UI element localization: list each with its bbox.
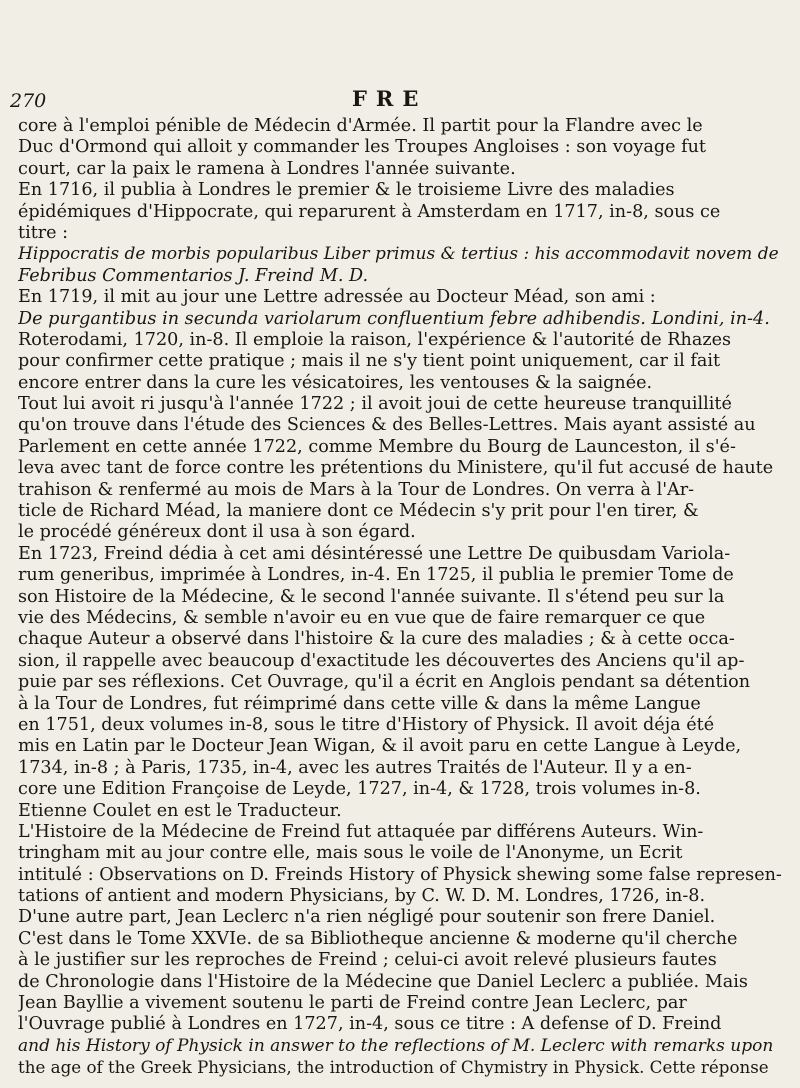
body-text [18,116,782,1079]
text-line: vie des Médecins, & semble n'avoir eu en vue que de faire remarquer ce que [18,607,706,628]
text-line: En 1716, il publia à Londres le premier & le troisieme Livre des maladies [18,180,675,201]
text-line: L'Histoire de la Médecine de Freind fut attaquée par différens Auteurs. Win- [18,821,704,842]
text-line: Duc d'Ormond qui alloit y commander les Troupes Angloises : son voyage fut [18,137,706,158]
text-line: rum generibus, imprimée à Londres, in-4. En 1725, il publia le premier Tome de [18,565,734,586]
text-line: ticle de Richard Méad, la maniere dont ce Médecin s'y prit pour l'en tirer, & [18,501,699,522]
text-line: C'est dans le Tome XXVIe. de sa Bibliotheque ancienne & moderne qu'il cherche [18,928,738,949]
text-line: intitulé : Observations on D. Freinds History of Physick shewing some false represen- [18,864,782,885]
text-line: Tout lui avoit ri jusqu'à l'année 1722 ; il avoit joui de cette heureuse tranquillité [18,394,732,415]
text-line: pour confirmer cette pratique ; mais il ne s'y tient point uniquement, car il fait [18,351,721,372]
text-line: qu'on trouve dans l'étude des Sciences & des Belles-Lettres. Mais ayant assisté au [18,415,756,436]
text-line: Etienne Coulet en est le Traducteur. [18,800,342,821]
text-line: tations of antient and modern Physicians, by C. W. D. M. Londres, 1726, in-8. [18,886,706,907]
text-line: De purgantibus in secunda variolarum confluentium febre adhibendis. Londini, in-4. [18,308,770,329]
text-line: mis en Latin par le Docteur Jean Wigan, & il avoit paru en cette Langue à Leyde, [18,736,742,757]
page-header [0,82,800,112]
text-line: chaque Auteur a observé dans l'histoire & la cure des maladies ; & à cette occa- [18,629,735,650]
text-line: épidémiques d'Hippocrate, qui reparurent à Amsterdam en 1717, in-8, sous ce [18,201,721,222]
text-line: En 1719, il mit au jour une Lettre adressée au Docteur Méad, son ami : [18,287,656,308]
text-line: titre : [18,222,69,243]
page-number: 270 [10,90,47,112]
text-line: sion, il rappelle avec beaucoup d'exactitude les découvertes des Anciens qu'il ap- [18,650,745,671]
text-line: En 1723, Freind dédia à cet ami désintéressé une Lettre De quibusdam Variola- [18,543,731,564]
text-line: l'Ouvrage publié à Londres en 1727, in-4, sous ce titre : A defense of D. Freind [18,1014,722,1035]
text-line: the age of the Greek Physicians, the introduction of Chymistry in Physick. Cette réponse [18,1057,769,1078]
text-line: tringham mit au jour contre elle, mais sous le voile de l'Anonyme, un Ecrit [18,843,683,864]
text-line: en 1751, deux volumes in-8, sous le titre d'History of Physick. Il avoit déja été [18,714,715,735]
text-line: son Histoire de la Médecine, & le second l'année suivante. Il s'étend peu sur la [18,586,725,607]
text-line: court, car la paix le ramena à Londres l'année suivante. [18,158,516,179]
text-line: Hippocratis de morbis popularibus Liber primus & tertius : his accommodavit novem de [18,244,779,265]
text-line: Febribus Commentarios J. Freind M. D. [18,265,369,286]
text-line: encore entrer dans la cure les vésicatoires, les ventouses & la saignée. [18,372,653,393]
text-line: core une Edition Françoise de Leyde, 1727, in-4, & 1728, trois volumes in-8. [18,779,701,800]
running-head: FRE [352,86,428,111]
text-line: Roterodami, 1720, in-8. Il emploie la raison, l'expérience & l'autorité de Rhazes [18,329,732,350]
text-line: trahison & renfermé au mois de Mars à la Tour de Londres. On verra à l'Ar- [18,479,695,500]
text-line: puie par ses réflexions. Cet Ouvrage, qu'il a écrit en Anglois pendant sa détention [18,672,751,693]
text-line: D'une autre part, Jean Leclerc n'a rien négligé pour soutenir son frere Daniel. [18,907,716,928]
text-line: le procédé généreux dont il usa à son égard. [18,522,416,543]
text-line: à le justifier sur les reproches de Freind ; celui-ci avoit relevé plusieurs fautes [18,950,717,971]
text-line: Jean Bayllie a vivement soutenu le parti de Freind contre Jean Leclerc, par [18,993,687,1014]
text-line: à la Tour de Londres, fut réimprimé dans cette ville & dans la même Langue [18,693,701,714]
text-line: and his History of Physick in answer to the reflections of M. Leclerc with remarks upon [18,1035,774,1056]
text-line: de Chronologie dans l'Histoire de la Médecine que Daniel Leclerc a publiée. Mais [18,971,748,992]
text-line: 1734, in-8 ; à Paris, 1735, in-4, avec les autres Traités de l'Auteur. Il y a en- [18,757,692,778]
text-line: leva avec tant de force contre les prétentions du Ministere, qu'il fut accusé de haute [18,458,774,479]
text-line: core à l'emploi pénible de Médecin d'Armée. Il partit pour la Flandre avec le [18,116,703,136]
text-line: Parlement en cette année 1722, comme Membre du Bourg de Launceston, il s'é- [18,436,736,457]
